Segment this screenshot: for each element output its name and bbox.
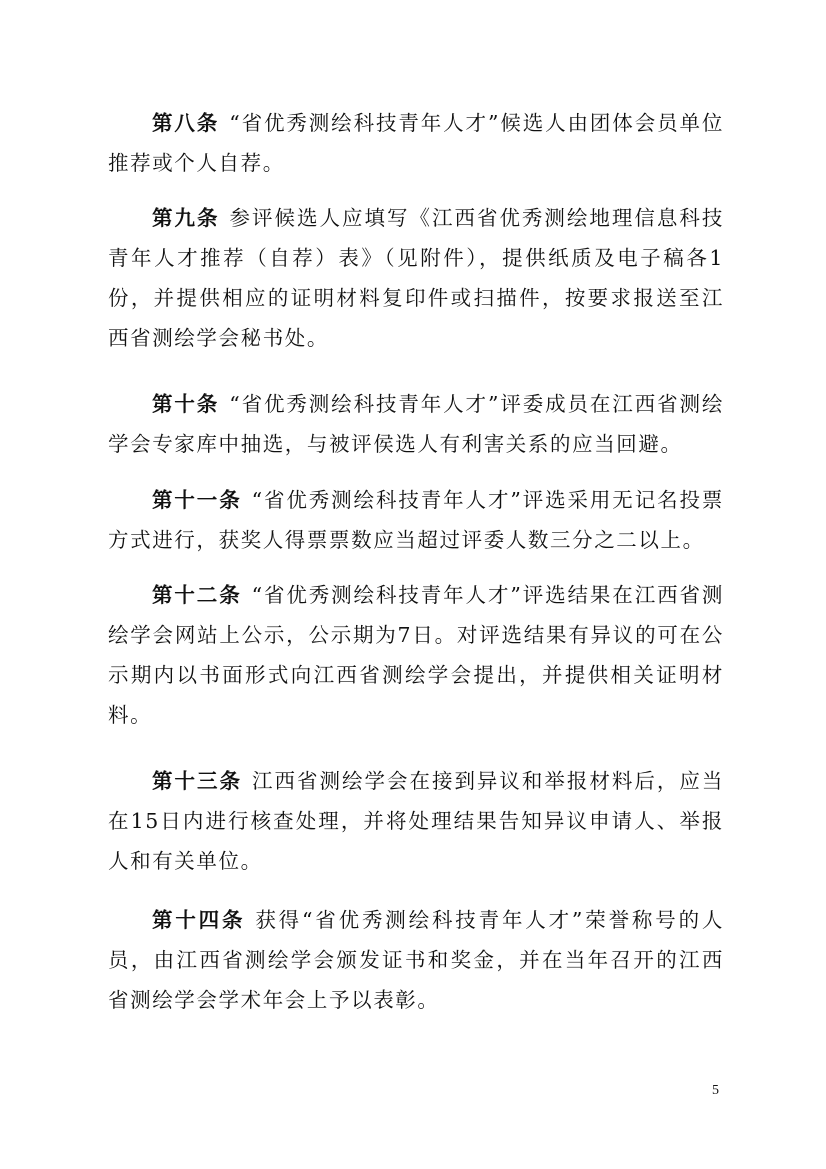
page-number: 5 <box>712 1083 719 1098</box>
article-text: 参评候选人应填写《江西省优秀测绘地理信息科技青年人才推荐（自荐）表》（见附件），提供纸质及电子稿各1份，并提供相应的证明材料复印件或扫描件，按要求报送至江西省测绘学会秘书处。 <box>108 206 724 350</box>
article-13 <box>108 761 724 881</box>
article-12 <box>108 575 724 735</box>
article-text: 江西省测绘学会在接到异议和举报材料后，应当在15日内进行核查处理，并将处理结果告知异议申请人、举报人和有关单位。 <box>108 769 724 873</box>
article-number: 第十四条 <box>152 908 246 932</box>
article-text: 获得“省优秀测绘科技青年人才”荣誉称号的人员，由江西省测绘学会颁发证书和奖金，并在当年召开的江西省测绘学会学术年会上予以表彰。 <box>108 908 724 1012</box>
article-8 <box>108 103 724 183</box>
article-11 <box>108 480 724 560</box>
article-number: 第十二条 <box>152 583 242 607</box>
article-number: 第十一条 <box>152 488 242 512</box>
article-9 <box>108 198 724 358</box>
article-number: 第九条 <box>152 206 220 230</box>
article-text: “省优秀测绘科技青年人才”评选采用无记名投票方式进行，获奖人得票票数应当超过评委人数三分之二以上。 <box>108 488 724 552</box>
article-10 <box>108 384 724 464</box>
article-text: “省优秀测绘科技青年人才”评委成员在江西省测绘学会专家库中抽选，与被评侯选人有利害关系的应当回避。 <box>108 392 724 456</box>
article-text: “省优秀测绘科技青年人才”评选结果在江西省测绘学会网站上公示，公示期为7日。对评选结果有异议的可在公示期内以书面形式向江西省测绘学会提出，并提供相关证明材料。 <box>108 583 724 727</box>
article-number: 第十三条 <box>152 769 242 793</box>
article-14 <box>108 900 724 1020</box>
article-number: 第十条 <box>152 392 220 416</box>
article-text: “省优秀测绘科技青年人才”候选人由团体会员单位推荐或个人自荐。 <box>108 111 724 175</box>
article-number: 第八条 <box>152 111 220 135</box>
